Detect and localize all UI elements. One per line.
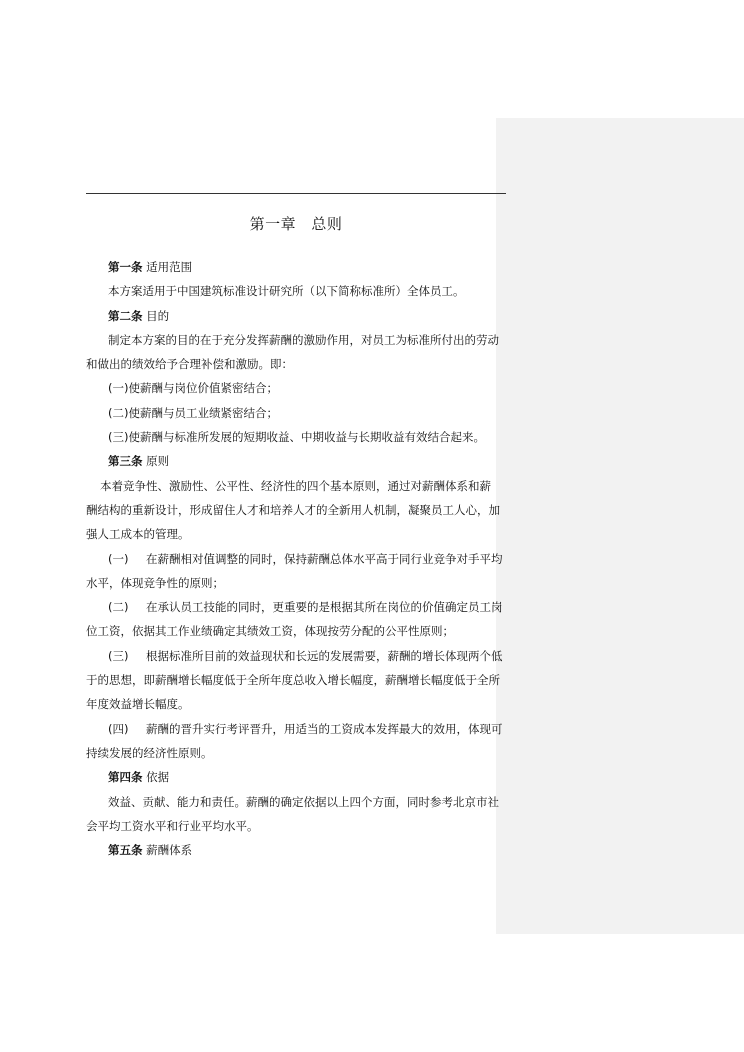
article-4-heading: 第四条 依据 bbox=[108, 770, 170, 785]
basis-line-2: 会平均工资水平和行业平均水平。 bbox=[86, 818, 259, 833]
purpose-line-2: 和做出的绩效给予合理补偿和激励。即： bbox=[86, 357, 293, 372]
principle-item-3-line-1: (三) 根据标准所目前的效益现状和长远的发展需要，薪酬的增长体现两个低 bbox=[108, 648, 503, 663]
principle-item-1-line-2: 水平，体现竞争性的原则； bbox=[86, 575, 224, 590]
principle-line-2: 酬结构的重新设计，形成留住人才和培养人才的全新用人机制，凝聚员工人心，加 bbox=[86, 502, 500, 517]
principle-item-2-line-1: (二) 在承认员工技能的同时，更重要的是根据其所在岗位的价值确定员工岗 bbox=[108, 600, 503, 615]
scope-paragraph: 本方案适用于中国建筑标准设计研究所（以下简称标准所）全体员工。 bbox=[108, 284, 465, 299]
purpose-line-1: 制定本方案的目的在于充分发挥薪酬的激励作用，对员工为标准所付出的劳动 bbox=[108, 332, 499, 347]
principle-item-4-line-1: (四) 薪酬的晋升实行考评晋升，用适当的工资成本发挥最大的效用，体现可 bbox=[108, 721, 503, 736]
principle-item-3-line-3: 年度效益增长幅度。 bbox=[86, 697, 190, 712]
principle-item-4-line-2: 持续发展的经济性原则。 bbox=[86, 745, 213, 760]
header-rule bbox=[86, 193, 506, 194]
principle-item-2-line-2: 位工资，依据其工作业绩确定其绩效工资，体现按劳分配的公平性原则； bbox=[86, 624, 454, 639]
article-3-heading: 第三条 原则 bbox=[108, 454, 170, 469]
document-body bbox=[86, 255, 506, 862]
principle-item-1-line-1: (一) 在薪酬相对值调整的同时，保持薪酬总体水平高于同行业竞争对手平均 bbox=[108, 551, 503, 566]
principle-line-3: 强人工成本的管理。 bbox=[86, 527, 190, 542]
chapter-title: 第一章 总则 bbox=[249, 215, 343, 233]
purpose-item-3: (三)使薪酬与标准所发展的短期收益、中期收益与长期收益有效结合起来。 bbox=[108, 430, 485, 445]
comment-pane bbox=[496, 118, 744, 934]
article-2-heading: 第二条 目的 bbox=[108, 308, 170, 323]
principle-item-3-line-2: 于的思想，即薪酬增长幅度低于全所年度总收入增长幅度，薪酬增长幅度低于全所 bbox=[86, 673, 500, 688]
article-1-heading: 第一条 适用范围 bbox=[108, 260, 193, 274]
purpose-item-2: (二)使薪酬与员工业绩紧密结合； bbox=[108, 405, 278, 420]
basis-line-1: 效益、贡献、能力和责任。薪酬的确定依据以上四个方面，同时参考北京市社 bbox=[108, 794, 499, 809]
purpose-item-1: (一)使薪酬与岗位价值紧密结合； bbox=[108, 381, 278, 396]
principle-line-1: 本着竞争性、激励性、公平性、经济性的四个基本原则，通过对薪酬体系和薪 bbox=[100, 478, 491, 493]
article-5-heading: 第五条 薪酬体系 bbox=[108, 843, 193, 858]
